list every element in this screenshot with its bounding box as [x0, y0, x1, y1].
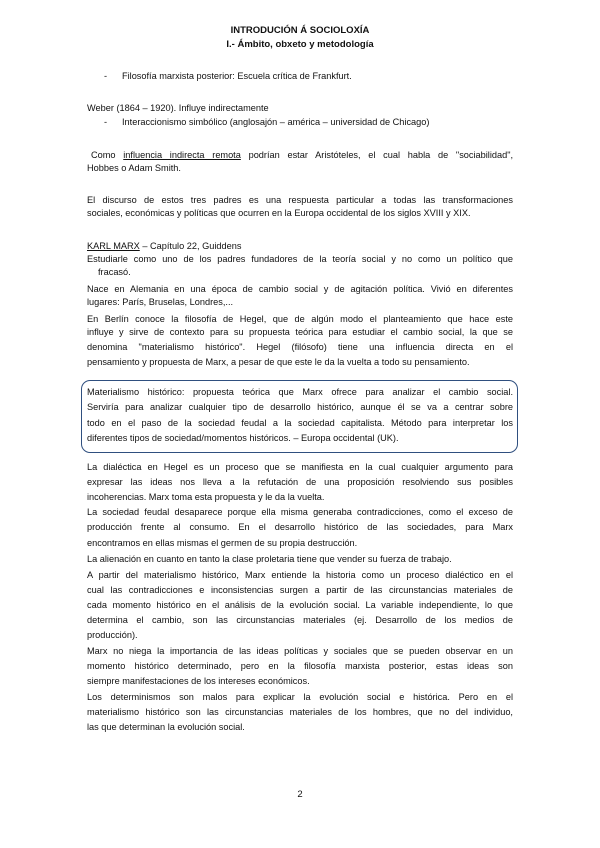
weber-line: Weber (1864 – 1920). Influye indirectamente	[87, 103, 269, 113]
marx-line: pensamiento y propuesta de Marx, a pesar de que este le da la vuelta a todo su pensamiento.	[87, 357, 470, 367]
bullet-interaccionismo: Interaccionismo simbólico (anglosajón – américa – universidad de Chicago)	[122, 117, 430, 127]
body-line: La dialéctica en Hegel es un proceso que se manifiesta en la cual cualquier argumento para	[87, 462, 513, 472]
box-line: diferentes tipos de sociedad/momentos históricos. – Europa occidental (UK).	[87, 433, 399, 443]
body-line: producción).	[87, 630, 138, 640]
marx-line: Nace en Alemania en una época de cambio social y de agitación política. Vivió en diferentes	[87, 284, 513, 294]
box-line: Materialismo histórico: propuesta teórica que Marx ofrece para analizar el cambio social.	[87, 387, 513, 397]
body-line: producción frente al consumo. En el desarrollo histórico de las sociedades, para Marx	[87, 522, 513, 532]
marx-line: fracasó.	[98, 267, 131, 277]
discourse-line: El discurso de estos tres padres es una respuesta particular a todas las transformaciones	[87, 195, 513, 205]
marx-line: influye y sirve de contexto para su propuesta teórica para estudiar el cambio social, la que se	[87, 327, 513, 337]
influence-line	[91, 149, 513, 162]
marx-line: En Berlín conoce la filosofía de Hegel, que de algún modo el planteamiento que hace este	[87, 314, 513, 324]
influence-underlined: influencia indirecta remota	[123, 150, 241, 160]
bullet-dash: -	[104, 117, 108, 127]
influence-pre: Como	[91, 150, 124, 160]
page-number: 2	[297, 789, 303, 800]
doc-subtitle: I.- Ámbito, obxeto y metodología	[226, 39, 374, 50]
bullet-frankfurt: Filosofía marxista posterior: Escuela crítica de Frankfurt.	[122, 71, 352, 81]
body-line: encontramos en ellas mismas el germen de su propia destrucción.	[87, 538, 358, 548]
body-line: las que determinan la evolución social.	[87, 722, 245, 732]
body-line: materialismo histórico son las circunstancias materiales de los hombres, que no del individuo,	[87, 707, 513, 717]
marx-heading-link: KARL MARX	[87, 241, 140, 251]
influence-post: podrían estar Aristóteles, el cual habla de "sociabilidad",	[240, 150, 514, 160]
marx-heading-rest: – Capítulo 22, Guiddens	[139, 241, 242, 251]
box-line: todo en el paso de la sociedad feudal a la sociedad capitalista. Método para interpretar los	[87, 418, 513, 428]
body-line: incoherencias. Marx toma esta propuesta y le da la vuelta.	[87, 492, 325, 502]
body-line: A partir del materialismo histórico, Marx entiende la historia como un proceso dialéctico en el	[87, 570, 513, 580]
body-line: determina el cambio, son las circunstancias materiales (ej. Desarrollo de los medios de	[87, 615, 513, 625]
body-line: La alienación en cuanto en tanto la clase proletaria tiene que vender su fuerza de trabajo.	[87, 554, 452, 564]
box-line: Serviría para analizar cualquier tipo de desarrollo histórico, aunque él se va a centrar sobre	[87, 402, 513, 412]
marx-line: lugares: París, Bruselas, Londres,...	[87, 297, 234, 307]
marx-heading	[87, 240, 513, 253]
body-line: momento histórico determinado, pero en la filosofía marxista posterior, estas ideas son	[87, 661, 513, 671]
doc-title: INTRODUCIÓN Á SOCIOLOXÍA	[230, 25, 370, 36]
bullet-dash: -	[104, 71, 108, 81]
body-line: cada momento histórico en el análisis de la evolución social. La variable independiente, lo que	[87, 600, 513, 610]
marx-line: Estudiarle como uno de los padres fundadores de la teoría social y no como un político que	[87, 254, 513, 264]
body-line: cual las contradicciones e inconsistencias surgen a partir de las circunstancias materiales de	[87, 585, 513, 595]
body-line: La sociedad feudal desaparece porque ella misma generaba contradicciones, como el exceso de	[87, 507, 513, 517]
body-line: expresar las ideas nos lleva a la refutación de una proposición resolviendo sus posibles	[87, 477, 513, 487]
body-line: Marx no niega la importancia de las ideas políticas y sociales que se pueden observar en un	[87, 646, 513, 656]
influence-line-2: Hobbes o Adam Smith.	[87, 163, 181, 173]
body-line: siempre manifestaciones de los intereses económicos.	[87, 676, 310, 686]
discourse-line: sociales, económicas y políticas que ocurren en la Europa occidental de los siglos XVIII y XIX.	[87, 208, 471, 218]
body-line: Los determinismos son malos para explicar la evolución social e histórica. Pero en el	[87, 692, 513, 702]
marx-line: denomina "materialismo histórico". Hegel (filósofo) tiene una influencia directa en el	[87, 342, 513, 352]
